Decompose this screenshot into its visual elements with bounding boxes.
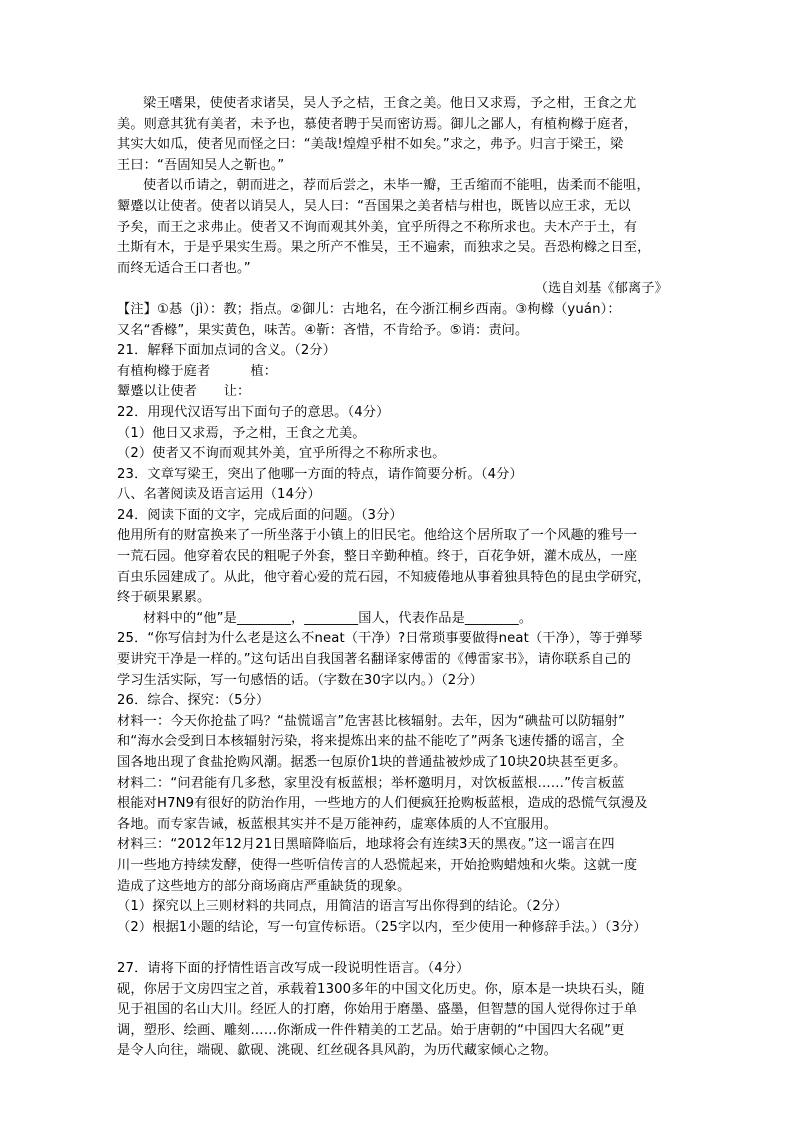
passage-line: 梁王嗜果，使使者求诸吴，吴人予之桔，王食之美。他日又求焉，予之柑，王食之尤	[143, 96, 637, 111]
question-line: 22．用现代汉语写出下面句子的意思。（4分）	[117, 404, 390, 420]
question-27-section	[117, 959, 674, 1062]
question-line: 21．解释下面加点词的含义。（2分）	[117, 343, 337, 359]
question-line: 颦蹙以让使者 让：	[117, 384, 251, 400]
note-line: 【注】①惎（jì）：教；指点。②御儿：古地名，在今浙江桐乡西南。③枸橼（yuán）：	[117, 301, 621, 317]
section-heading: 八、名著阅读及语言运用（14分）	[117, 487, 321, 503]
question-line: （2）使者又不询而观其外美，宜乎所得之不称所求也。	[117, 446, 446, 462]
material-line: 国各地出现了食盐抢购风潮。据悉一包原价1块的普通盐被炒成了10块20块甚至更多。	[117, 755, 627, 770]
paragraph-line: 是令人向往，端砚、歙砚、洮砚、红丝砚各具风韵，为历代藏家倾心之物。	[117, 1043, 558, 1059]
material-line: 造成了这些地方的部分商场商店严重缺货的现象。	[117, 878, 411, 894]
passage-line: 颦蹙以让使者。使者以诮吴人，吴人曰：“吾国果之美者桔与柑也，既皆以应王求，无以	[117, 198, 631, 214]
material-line: 各地。而专家告诫，板蓝根其实并不是万能神药，虚寒体质的人不宜服用。	[117, 816, 558, 832]
passage-source: （选自刘基《郁离子》	[534, 281, 668, 297]
question-line: 26．综合、探究：（5分）	[117, 693, 270, 709]
question-line: 要讲究干净是一样的。”这句话出自我国著名翻译家傅雷的《傅雷家书》，请你联系自己的	[117, 652, 631, 668]
passage-line: 土斯有木，于是乎果实生焉。果之所产不惟吴，王不遍索，而独求之吴。吾恐枸橼之日至，	[117, 240, 651, 256]
question-line: （2）根据1小题的结论，写一句宣传标语。（25字以内，至少使用一种修辞手法。）（3分）	[117, 919, 647, 935]
material-line: 百虫乐园建成了。从此，他守着心爱的荒石园，不知疲倦地从事着独具特色的昆虫学研究，	[117, 569, 651, 585]
fill-blank-line: 材料中的“他”是________，________国人，代表作品是________。	[143, 610, 533, 626]
question-line: 25．“你写信封为什么老是这么不neat（干净）?日常琐事要做得neat（干净），等于弹琴	[117, 631, 643, 647]
annotation-notes	[117, 300, 674, 341]
blank-spacer	[117, 938, 674, 959]
question-line: （1）探究以上三则材料的共同点，用简洁的语言写出你得到的结论。（2分）	[117, 899, 568, 915]
material-line: 和“海水会受到日本核辐射污染，将来提炼出来的盐不能吃了”两条飞速传播的谣言，全	[117, 734, 625, 750]
material-line: 材料二：“问君能有几多愁，家里没有板蓝根；举杯邀明月，对饮板蓝根……”传言板蓝	[117, 775, 625, 791]
material-line: 根能对H7N9有很好的防治作用，一些地方的人们便疯狂抢购板蓝根，造成的恐慌气氛漫及	[117, 796, 648, 812]
passage-line: 予矣，而王之求弗止。使者又不询而观其外美，宜乎所得之不称所求也。夫木产于土，有	[117, 219, 638, 235]
note-line: 又名“香橼”，果实黄色，味苦。④靳：吝惜，不肯给予。⑤诮：责问。	[117, 322, 529, 338]
material-line: 材料三：“2012年12月21日黑暗降临后，地球将会有连续3天的黑夜。”这一谣言在四	[117, 837, 615, 853]
passage-line: 王曰：“吾固知吴人之靳也。”	[117, 157, 285, 173]
classical-passage	[117, 94, 674, 300]
passage-line: 使者以币请之，朝而进之，荐而后尝之，未毕一瓣，王舌缩而不能咀，齿柔而不能咀，	[143, 178, 650, 194]
passage-line: 而终无适合王口者也。”	[117, 260, 251, 276]
passage-line: 美。则意其犹有美者，未予也，慕使者聘于吴而密访焉。御儿之鄙人，有植枸橼于庭者，	[117, 116, 638, 132]
question-line: 有植枸橼于庭者 植：	[117, 363, 278, 379]
material-line: 一荒石园。他穿着农民的粗呢子外套，整日辛勤种植。终于，百花争妍，灌木成丛，一座	[117, 549, 638, 565]
material-line: 他用所有的财富换来了一所坐落于小镇上的旧民宅。他给这个居所取了一个风趣的雅号一	[117, 528, 638, 544]
question-line: 27．请将下面的抒情性语言改写成一段说明性语言。（4分）	[117, 960, 470, 976]
paragraph-line: 砚，你居于文房四宝之首，承载着1300多年的中国文化历史。你，原本是一块块石头，随	[117, 981, 645, 997]
question-line: 学习生活实际，写一句感悟的话。（字数在30字以内。）（2分）	[117, 672, 483, 688]
question-section	[117, 341, 674, 938]
question-line: （1）他日又求焉，予之柑，王食之尤美。	[117, 425, 366, 441]
question-line: 24．阅读下面的文字，完成后面的问题。（3分）	[117, 507, 403, 523]
material-line: 川一些地方持续发酵，使得一些听信传言的人恐慌起来，开始抢购蜡烛和火柴。这就一度	[117, 857, 638, 873]
material-line: 终于硕果累累。	[117, 590, 211, 606]
passage-line: 其实大如瓜，使者见而怪之曰：“美哉!煌煌乎柑不如矣。”求之，弗予。归言于梁王，梁	[117, 137, 624, 153]
paragraph-line: 调，塑形、绘画、雕刻……你渐成一件件精美的工艺品。始于唐朝的“中国四大名砚”更	[117, 1022, 625, 1038]
question-line: 23．文章写梁王，突出了他哪一方面的特点，请作简要分析。（4分）	[117, 466, 523, 482]
paragraph-line: 见于祖国的名山大川。经匠人的打磨，你始用于磨墨、盛墨，但智慧的国人觉得你过于单	[117, 1002, 638, 1018]
material-line: 材料一：今天你抢盐了吗？“盐慌谣言”危害甚比核辐射。去年，因为“碘盐可以防辐射”	[117, 713, 626, 729]
